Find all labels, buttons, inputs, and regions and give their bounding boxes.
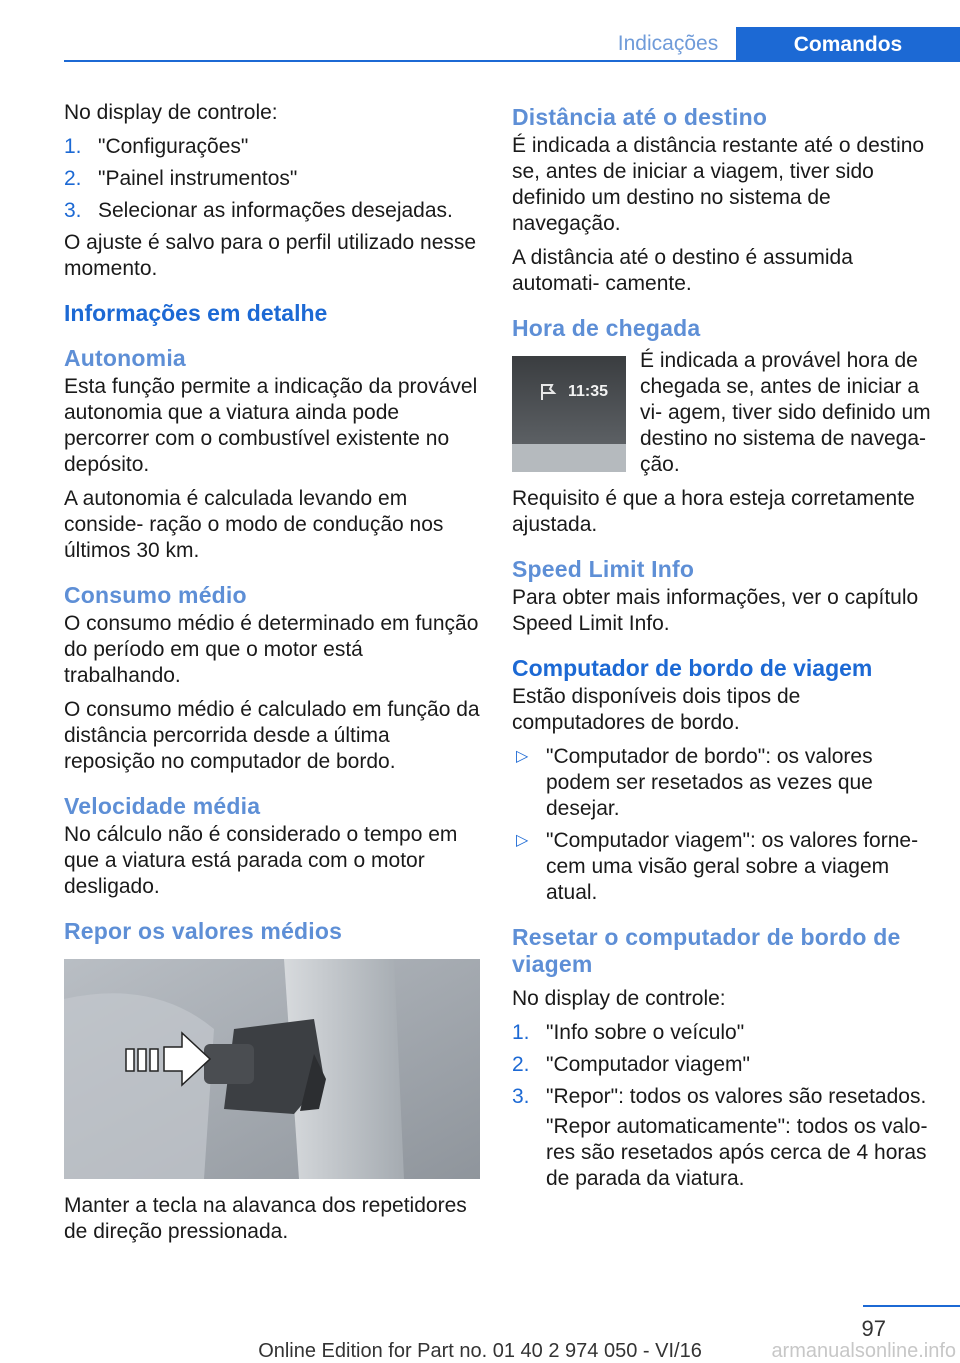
left-column — [64, 100, 480, 1253]
list-item — [512, 1020, 932, 1046]
step-number: 1. — [512, 1021, 530, 1044]
heading-speed: Speed Limit Info — [512, 556, 695, 582]
heading-autonomia: Autonomia — [64, 345, 186, 371]
step-number: 3. — [64, 199, 82, 222]
heading-repor: Repor os valores médios — [64, 918, 343, 944]
heading-velocidade: Velocidade média — [64, 793, 261, 819]
step-subtext: "Repor automaticamente": todos os valo‐ res são resetados após cerca de 4 horas de parada da viatura. — [546, 1115, 928, 1190]
paragraph: Para obter mais informações, ver o capítulo Speed Limit Info. — [512, 586, 919, 635]
list-item — [512, 744, 932, 822]
step-number: 1. — [64, 135, 82, 158]
step-number: 2. — [64, 167, 82, 190]
intro-text: No display de controle: — [512, 987, 726, 1010]
reset-steps — [512, 1020, 932, 1110]
triangle-bullet-icon: ▷ — [516, 832, 529, 849]
footer-rule — [863, 1305, 960, 1307]
heading-computador: Computador de bordo de viagem — [512, 655, 873, 681]
watermark: armanualsonline.info — [771, 1340, 956, 1362]
settings-steps — [64, 134, 480, 224]
paragraph: O consumo médio é determinado em função do período em que o motor está trabalhando. — [64, 612, 479, 687]
paragraph: O consumo médio é calculado em função da distância percorrida desde a última reposição no computador de bordo. — [64, 698, 480, 773]
list-item — [64, 198, 480, 224]
heading-resetar: Resetar o computador de bordo de viagem — [512, 924, 901, 977]
paragraph: A distância até o destino é assumida automati‐ camente. — [512, 246, 853, 295]
list-item — [512, 1084, 932, 1110]
step-text: Selecionar as informações desejadas. — [98, 199, 453, 222]
note-text: O ajuste é salvo para o perfil utilizado nesse momento. — [64, 231, 477, 280]
right-column — [512, 100, 932, 1200]
step-text: "Painel instrumentos" — [98, 167, 298, 190]
paragraph: No cálculo não é considerado o tempo em que a viatura está parada com o motor desligado. — [64, 823, 458, 898]
list-item — [512, 828, 932, 906]
step-text: "Info sobre o veículo" — [546, 1021, 745, 1044]
paragraph: É indicada a distância restante até o destino se, antes de iniciar a viagem, tiver sido definido um destino no sistema de navegação. — [512, 134, 925, 235]
paragraph: A autonomia é calculada levando em conside‐ ração o modo de condução nos últimos 30 km. — [64, 487, 444, 562]
triangle-bullet-icon: ▷ — [516, 748, 529, 765]
step-text: "Computador viagem" — [546, 1053, 751, 1076]
computer-types-list — [512, 744, 932, 906]
bullet-text: "Computador viagem": os valores forne‐ cem uma visão geral sobre a viagem atual. — [546, 829, 919, 904]
step-text: "Configurações" — [98, 135, 249, 158]
step-number: 2. — [512, 1053, 530, 1076]
arrival-time-block — [512, 348, 932, 478]
list-item — [64, 134, 480, 160]
list-item — [64, 166, 480, 192]
list-item — [512, 1052, 932, 1078]
step-text: "Repor": todos os valores são resetados. — [546, 1085, 927, 1108]
heading-distancia: Distância até o destino — [512, 104, 768, 130]
step-number: 3. — [512, 1085, 530, 1108]
clock-time: 11:35 — [568, 383, 609, 400]
paragraph: Esta função permite a indicação da provável autonomia que a viatura ainda pode percorrer com o combustível existente no depósito. — [64, 375, 478, 476]
section-title: Informações em detalhe — [64, 300, 328, 326]
turn-signal-lever-illustration — [64, 959, 480, 1179]
arrival-time-display-illustration — [512, 356, 626, 472]
intro-text: No display de controle: — [64, 101, 278, 124]
paragraph: Estão disponíveis dois tipos de computadores de bordo. — [512, 685, 801, 734]
figure-caption: Manter a tecla na alavanca dos repetidores de direção pressionada. — [64, 1194, 467, 1243]
bullet-text: "Computador de bordo": os valores podem ser resetados as vezes que desejar. — [546, 745, 873, 820]
heading-consumo: Consumo médio — [64, 582, 247, 608]
tab-indicacoes[interactable]: Indicações — [617, 31, 719, 55]
edition-text: Online Edition for Part no. 01 40 2 974 050 - VI/16 — [258, 1340, 702, 1362]
heading-hora: Hora de chegada — [512, 315, 701, 341]
tab-comandos[interactable]: Comandos — [736, 27, 960, 62]
paragraph: Requisito é que a hora esteja corretamente ajustada. — [512, 487, 915, 536]
paragraph: É indicada a provável hora de chegada se, antes de iniciar a vi‐ agem, tiver sido definido um destino no sistema de navega‐ ção. — [640, 349, 931, 476]
page-number: 97 — [861, 1316, 886, 1341]
